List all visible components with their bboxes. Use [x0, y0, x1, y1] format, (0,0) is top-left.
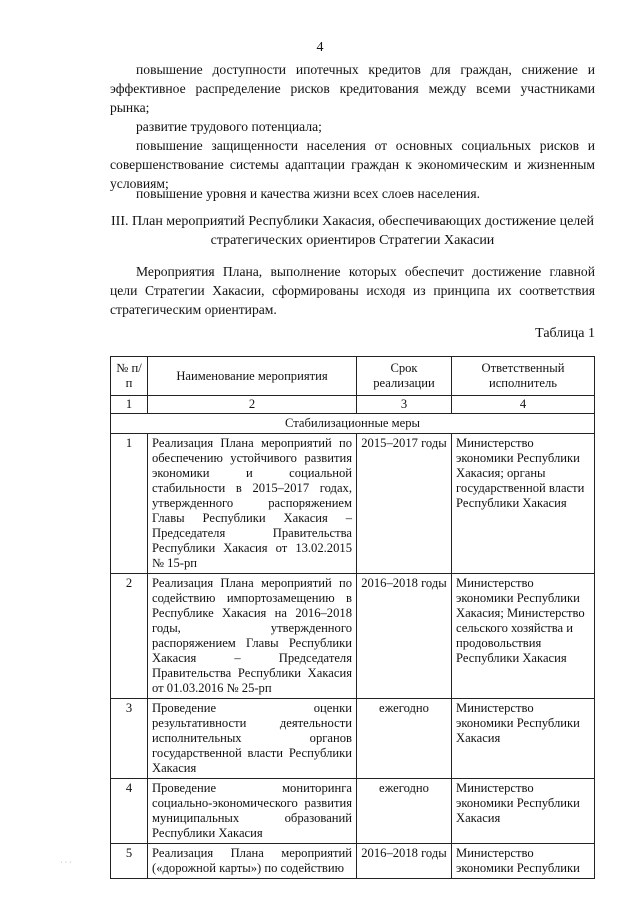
header-executor: Ответственный исполнитель: [452, 357, 595, 396]
measures-table: [110, 356, 595, 879]
row-number: 4: [111, 779, 148, 844]
table-row: [111, 574, 595, 699]
row-executor: Министерство экономики Республики Хакасия; Министерство сельского хозяйства и продовольствия Республики Хакасия: [452, 574, 595, 699]
row-term: 2016–2018 годы: [357, 574, 452, 699]
row-name: Проведение оценки результативности деятельности исполнительных органов государственной власти Республики Хакасия: [148, 699, 357, 779]
table-row: [111, 844, 595, 879]
table-label: Таблица 1: [535, 326, 595, 341]
row-number: 2: [111, 574, 148, 699]
header-term: Срок реализации: [357, 357, 452, 396]
section-heading: III. План мероприятий Республики Хакасия, обеспечивающих достижение целей стратегических ориентиров Стратегии Хакасии: [111, 214, 594, 248]
paragraph-labor: развитие трудового потенциала;: [136, 119, 322, 134]
row-term: ежегодно: [357, 779, 452, 844]
header-number: № п/п: [111, 357, 148, 396]
column-number: 1: [111, 396, 148, 414]
paragraph-social-risks: повышение защищенности населения от основных социальных рисков и совершенствование системы адаптации граждан к экономическим и жизненным условиям;: [110, 138, 595, 191]
table-row: [111, 434, 595, 574]
table-header-row: [111, 357, 595, 396]
row-number: 5: [111, 844, 148, 879]
row-executor: Министерство экономики Республики Хакасия: [452, 779, 595, 844]
page-number: 4: [316, 40, 324, 55]
intro-paragraph: Мероприятия Плана, выполнение которых обеспечит достижение главной цели Стратегии Хакасии, сформированы исходя из принципа их соответствия стратегическим ориентирам.: [110, 264, 595, 317]
column-number: 4: [452, 396, 595, 414]
scan-artifact: ˙ ˙ ˙: [60, 860, 72, 869]
column-number: 3: [357, 396, 452, 414]
row-executor: Министерство экономики Республики: [452, 844, 595, 879]
section-title: Стабилизационные меры: [111, 414, 595, 434]
row-name: Проведение мониторинга социально-экономического развития муниципальных образований Республики Хакасия: [148, 779, 357, 844]
header-name: Наименование мероприятия: [148, 357, 357, 396]
row-term: ежегодно: [357, 699, 452, 779]
column-number: 2: [148, 396, 357, 414]
table-row: [111, 699, 595, 779]
row-name: Реализация Плана мероприятий по обеспечению устойчивого развития экономики и социальной стабильности в 2015–2017 годах, утвержденного распоряжением Главы Республики Хакасия – Председателя Правительства Республики Хакасия от 13.02.2015 № 15-рп: [148, 434, 357, 574]
table-row: [111, 779, 595, 844]
row-number: 3: [111, 699, 148, 779]
section-row: [111, 414, 595, 434]
column-number-row: [111, 396, 595, 414]
row-term: 2015–2017 годы: [357, 434, 452, 574]
row-number: 1: [111, 434, 148, 574]
paragraph-mortgage: повышение доступности ипотечных кредитов для граждан, снижение и эффективное распределение рисков кредитования между всеми участниками рынка;: [110, 62, 595, 115]
row-term: 2016–2018 годы: [357, 844, 452, 879]
row-name: Реализация Плана мероприятий («дорожной карты») по содействию: [148, 844, 357, 879]
row-executor: Министерство экономики Республики Хакасия: [452, 699, 595, 779]
row-executor: Министерство экономики Республики Хакасия; органы государственной власти Республики Хакасия: [452, 434, 595, 574]
row-name: Реализация Плана мероприятий по содействию импортозамещению в Республике Хакасия на 2016–2018 годы, утвержденного распоряжением Главы Республики Хакасия – Председателя Правительства Республики Хакасия от 01.03.2016 № 25-рп: [148, 574, 357, 699]
paragraph-living-standards: повышение уровня и качества жизни всех слоев населения.: [136, 186, 481, 201]
